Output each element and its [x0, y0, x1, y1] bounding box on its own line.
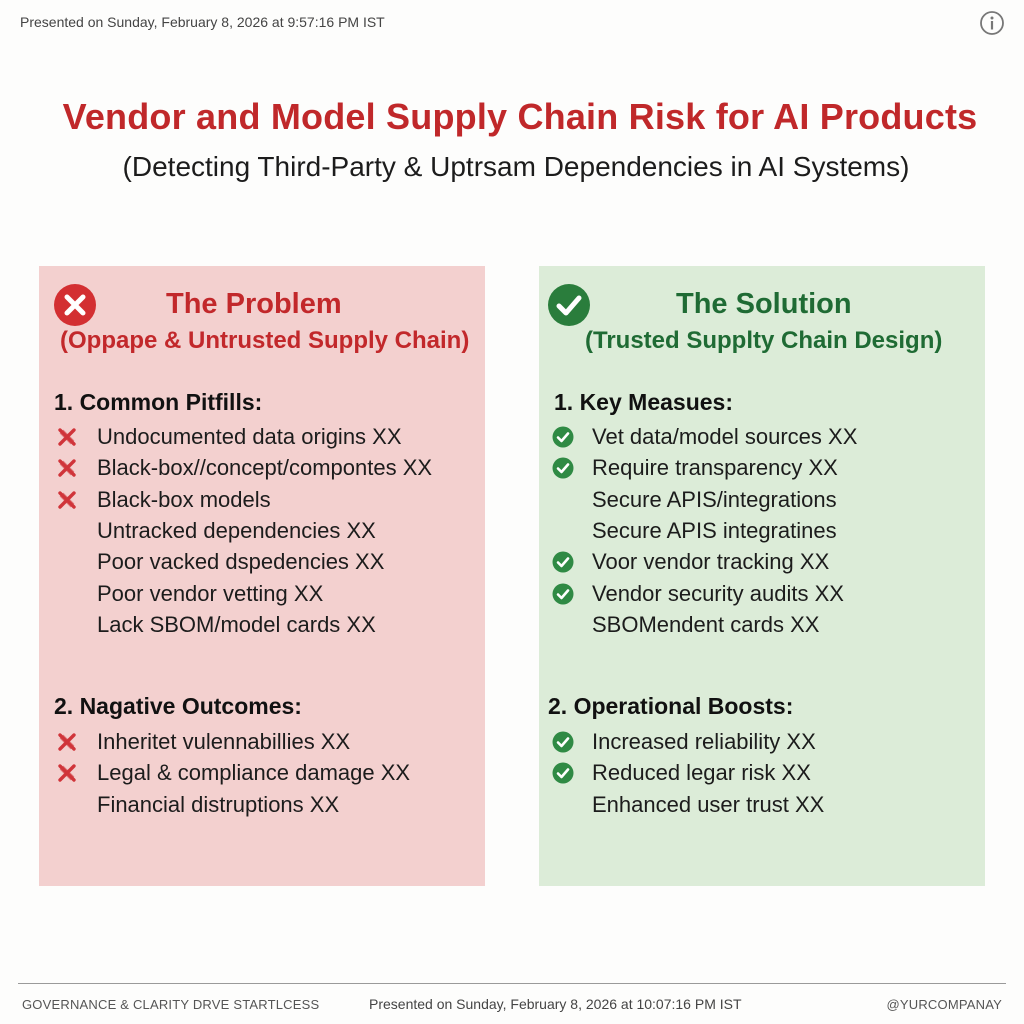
list-item-text: Voor vendor tracking XX [592, 549, 830, 575]
list-item-text: Legal & compliance damage XX [97, 760, 411, 786]
footer-tagline: GOVERNANCE & CLARITY DRVE STARTLCESS [22, 997, 320, 1012]
list-item-text: Untracked dependencies XX [97, 517, 376, 543]
info-icon[interactable] [979, 10, 1005, 36]
footer-divider [18, 983, 1006, 984]
top-bar [0, 0, 1024, 44]
list-item-text: Poor vendor vetting XX [97, 580, 324, 606]
list-item-text: Secure APIS/integrations [592, 486, 837, 512]
x-mark-icon [56, 489, 78, 511]
x-circle-icon [53, 283, 97, 327]
list-item-text: Financial distruptions XX [97, 791, 340, 817]
x-mark-icon [56, 762, 78, 784]
footer-presented-on: Presented on Sunday, February 8, 2026 at 10:07:16 PM IST [369, 996, 742, 1012]
presented-on-header: Presented on Sunday, February 8, 2026 at 9:57:16 PM IST [20, 14, 385, 30]
footer-handle: @YURCOMPANAY [886, 997, 1002, 1012]
list-item-text: Secure APIS integratines [592, 517, 837, 543]
list-item-text: Black-box//concept/compontes XX [97, 455, 433, 481]
page-subtitle: (Detecting Third-Party & Uptrsam Dependencies in AI Systems) [122, 151, 910, 182]
list-item-text: Increased reliability XX [592, 729, 816, 754]
list-item-text: Vet data/model sources XX [592, 424, 858, 449]
x-mark-icon [56, 457, 78, 479]
check-mark-icon [552, 457, 574, 479]
check-mark-icon [552, 426, 574, 448]
solution-section2-heading: 2. Operational Boosts: [548, 693, 794, 719]
list-item-text: Lack SBOM/model cards XX [97, 611, 376, 637]
check-mark-icon [552, 583, 574, 605]
solution-panel [539, 266, 985, 886]
list-item-text: Require transparency XX [592, 455, 838, 481]
solution-subtitle: (Trusted Suppl​ty Chain Design) [585, 327, 943, 354]
solution-section1-heading: 1. Key Measues: [554, 389, 733, 415]
list-item-text: Reduced legar risk XX [592, 760, 811, 786]
problem-section1-heading: 1. Common Pitfills: [54, 389, 263, 415]
check-mark-icon [552, 762, 574, 784]
problem-title: The Problem [166, 288, 342, 320]
list-item-text: Undocumented data origins XX [97, 424, 402, 449]
problem-panel [39, 266, 485, 886]
list-item-text: Poor vacked dspedencies XX [97, 549, 385, 575]
list-item-text: Vendor security audits XX [592, 580, 844, 606]
check-mark-icon [552, 731, 574, 753]
problem-subtitle: (Oppape & Untrusted Supply Chain) [60, 327, 470, 354]
list-item-text: SBOMendent cards XX [592, 611, 820, 637]
page-title: Vendor and Model Supply Chain Risk for AI Products [62, 96, 978, 137]
x-mark-icon [56, 731, 78, 753]
list-item-text: Black-box models [97, 486, 271, 512]
solution-title: The Solution [676, 288, 852, 320]
problem-section2-heading: 2. Nagative Outcomes: [54, 693, 302, 719]
list-item-text: Inheritet vulennabillies XX [97, 729, 351, 754]
check-mark-icon [552, 551, 574, 573]
check-circle-icon [547, 283, 591, 327]
list-item-text: Enhanced user trust XX [592, 791, 825, 817]
x-mark-icon [56, 426, 78, 448]
